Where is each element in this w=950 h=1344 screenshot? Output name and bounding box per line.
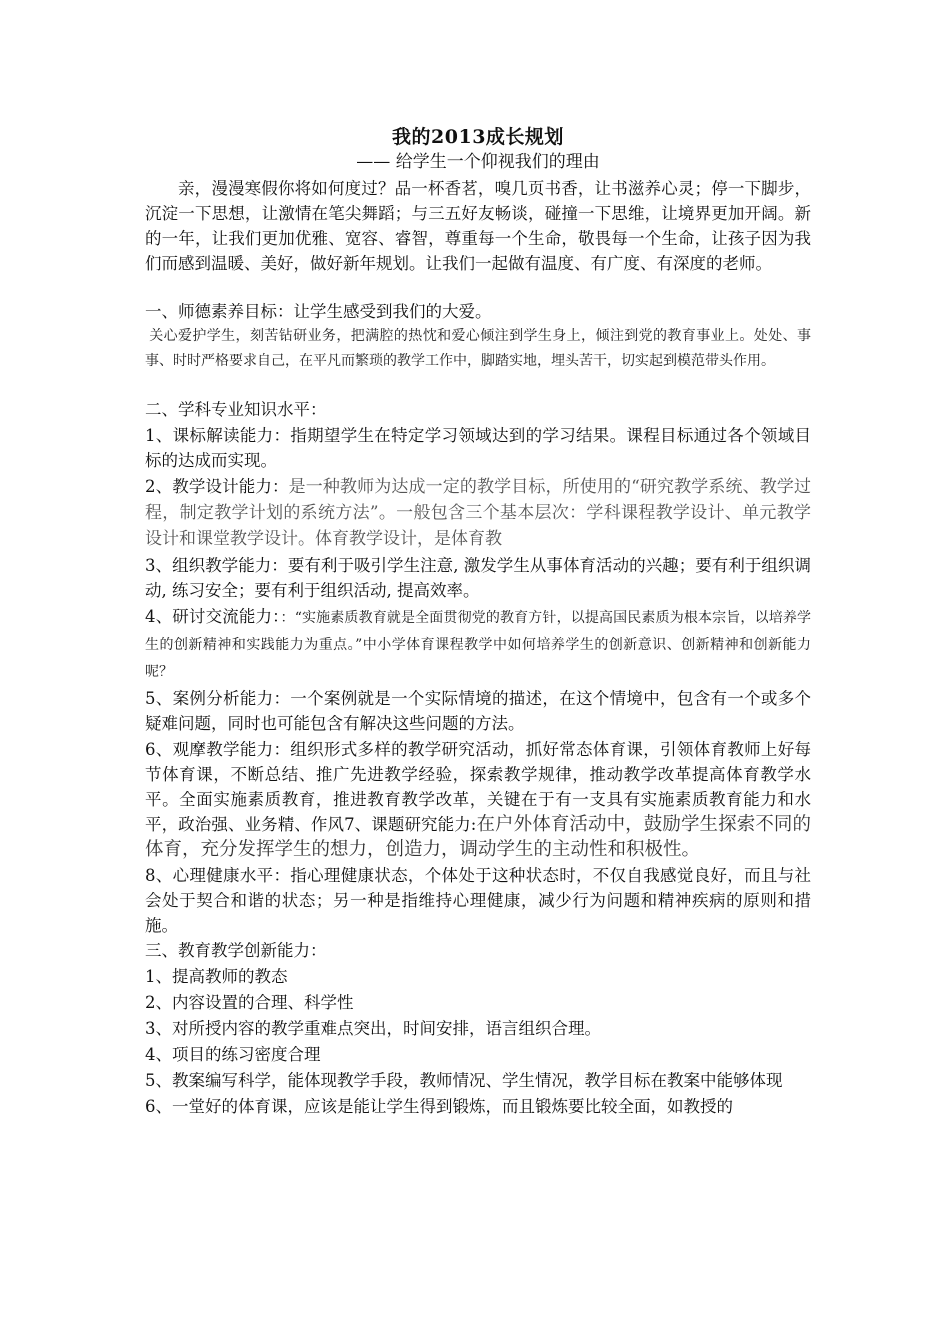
- section1-body: 关心爱护学生，刻苦钻研业务，把满腔的热忱和爱心倾注到学生身上，倾注到党的教育事业上。处处、事事、时时严格要求自己，在平凡而繁琐的教学工作中，脚踏实地，埋头苦干，切实起到模范带头作用。: [145, 328, 811, 369]
- section2-item-6: [145, 737, 811, 862]
- section2-item-2-label: 2、教学设计能力：: [145, 477, 289, 496]
- paragraph-spacer: [145, 276, 811, 299]
- section2-item-4: [145, 604, 811, 685]
- document-subtitle: —— 给学生一个仰视我们的理由: [356, 152, 600, 172]
- section3-item-6: 6、一堂好的体育课，应该是能让学生得到锻炼，而且锻炼要比较全面，如教授的: [145, 1097, 733, 1116]
- section3-item-5: 5、教案编写科学，能体现教学手段，教师情况、学生情况，教学目标在教案中能够体现: [145, 1071, 783, 1090]
- section3-item-1: 1、提高教师的教态: [145, 967, 288, 986]
- section2-item-7-label: 7、课题研究能力:: [344, 815, 477, 834]
- section2-item-4-label: 4、研讨交流能力：: [145, 607, 281, 626]
- section1-heading: 一、师德素养目标：让学生感受到我们的大爱。: [145, 302, 492, 321]
- section2-item-6-body: 6、观摩教学能力：组织形式多样的教学研究活动，抓好常态体育课，引领体育教师上好每节体育课，不断总结、推广先进教学经验，探索教学规律，推动教学改革提高体育教学水平。全面实施素质教育，推进教育教学改革，关键在于有一支具有实施素质教育能力和水平，政治强、业务精、作风: [145, 740, 811, 834]
- section2-item-5: 5、案例分析能力：一个案例就是一个实际情境的描述，在这个情境中，包含有一个或多个疑难问题，同时也可能包含有解决这些问题的方法。: [145, 689, 811, 733]
- document-title: 我的2013成长规划: [392, 126, 564, 148]
- section3-heading: 三、教育教学创新能力：: [145, 941, 327, 960]
- intro-paragraph: 亲，漫漫寒假你将如何度过？品一杯香茗，嗅几页书香，让书滋养心灵；停一下脚步，沉淀一下思想，让激情在笔尖舞蹈；与三五好友畅谈，碰撞一下思维，让境界更加开阔。新的一年，让我们更加优雅、宽容、睿智，尊重每一个生命，敬畏每一个生命，让孩子因为我们而感到温暖、美好，做好新年规划。让我们一起做有温度、有广度、有深度的老师。: [145, 179, 811, 273]
- section2-heading: 二、学科专业知识水平：: [145, 400, 327, 419]
- section2-item-3: 3、组织教学能力：要有利于吸引学生注意, 激发学生从事体育活动的兴趣；要有利于组织调动, 练习安全；要有利于组织活动, 提高效率。: [145, 556, 811, 600]
- section3-item-3: 3、对所授内容的教学重难点突出，时间安排，语言组织合理。: [145, 1019, 601, 1038]
- section2-item-4-body: ：“实施素质教育就是全面贯彻党的教育方针，以提高国民素质为根本宗旨，以培养学生的创新精神和实践能力为重点。”中小学体育课程教学中如何培养学生的创新意识、创新精神和创新能力呢？: [145, 610, 812, 680]
- section3-item-4: 4、项目的练习密度合理: [145, 1045, 321, 1064]
- section2-item-7-body: 在户外体育活动中，鼓励学生探索不同的体育，充分发挥学生的想力，创造力，调动学生的主动性和积极性。: [145, 814, 811, 860]
- paragraph-spacer: [145, 374, 811, 397]
- document-content: [145, 124, 811, 1119]
- section2-item-2: [145, 474, 811, 552]
- section3-item-2: 2、内容设置的合理、科学性: [145, 993, 354, 1012]
- section2-item-8: 8、心理健康水平：指心理健康状态，个体处于这种状态时，不仅自我感觉良好，而且与社会处于契合和谐的状态；另一种是指维持心理健康，减少行为问题和精神疾病的原则和措施。: [145, 866, 811, 935]
- section2-item-1: 1、课标解读能力：指期望学生在特定学习领域达到的学习结果。课程目标通过各个领域目标的达成而实现。: [145, 426, 811, 470]
- section2-item-2-body: 是一种教师为达成一定的教学目标，所使用的“研究教学系统、教学过程，制定教学计划的系统方法”。一般包含三个基本层次：学科课程教学设计、单元教学设计和课堂教学设计。体育教学设计，是体育教: [145, 477, 811, 549]
